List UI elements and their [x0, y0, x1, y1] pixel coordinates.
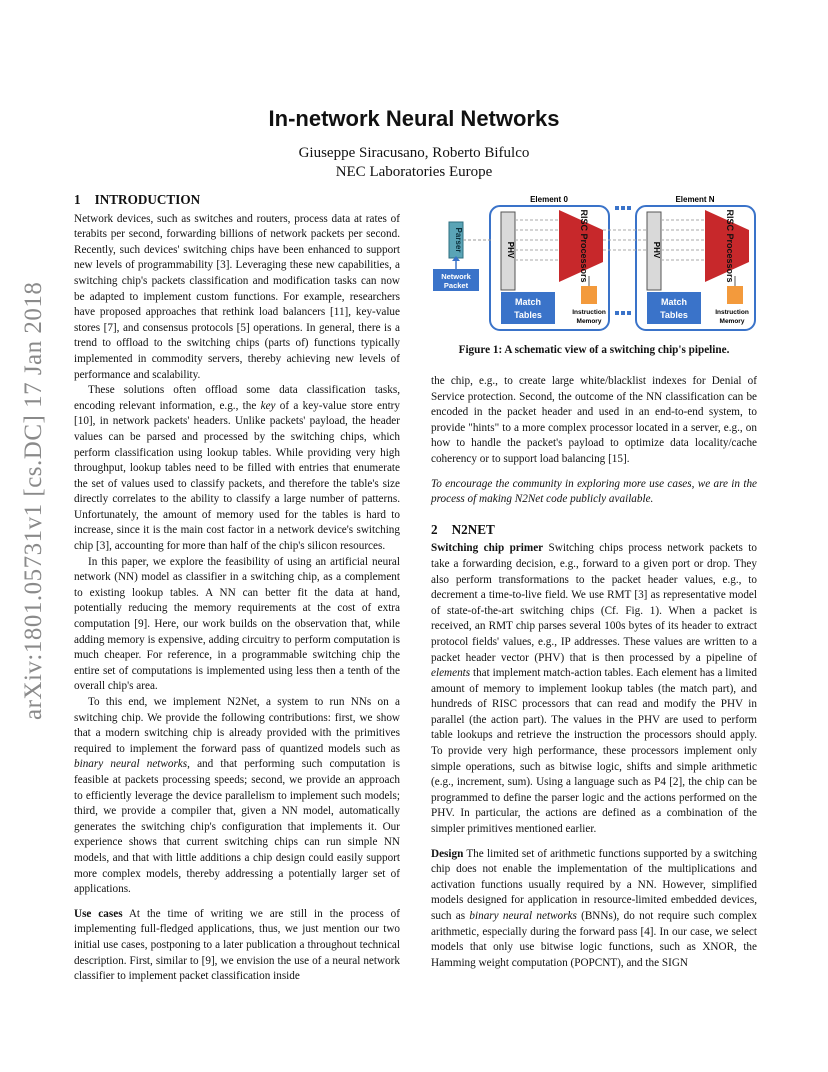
- match-label-na: Match: [660, 297, 688, 307]
- phv-label-n: PHV: [652, 241, 661, 259]
- section-heading-introduction: [74, 192, 400, 208]
- text-span: of a key-value store entry [10], in network packets' headers. Unlike packets' payload, the header values can be parsed and processed by the switching chips, which perform classification using lookup tables. While providing very high throughput, lookup tables need to be filled with entries that enumerate the set of values used to classify packets, and therefore the table's size directly correlates to the ability to classify a large number of patterns. Unfortunately, the amount of memory used for the tables is hard to increase, since it is the main cost factor in a network device's switching chip [3], accounting for more than half of the chip's silicon resources.: [74, 399, 400, 553]
- match-label-nb: Tables: [660, 310, 688, 320]
- arxiv-side-label: arXiv:1801.05731v1 [cs.DC] 17 Jan 2018: [20, 281, 47, 720]
- paper-title: In-network Neural Networks: [268, 106, 560, 131]
- paragraph-run-in-heading: Use cases: [74, 907, 123, 920]
- network-packet-label-1: Network: [441, 272, 471, 281]
- pipeline-figure: [431, 192, 757, 360]
- paragraph-run-in-heading: Switching chip primer: [431, 542, 544, 555]
- imem-label-0b: Memory: [576, 318, 602, 325]
- instruction-memory-0: [581, 286, 597, 304]
- parser-label: Parser: [454, 227, 463, 253]
- imem-label-na: Instruction: [715, 309, 749, 316]
- elementN-label: Element N: [675, 195, 715, 204]
- imem-label-0a: Instruction: [572, 309, 606, 316]
- use-cases-paragraph: [74, 907, 400, 985]
- section-number: 2: [431, 521, 438, 537]
- ellipsis-bottom: [615, 311, 631, 315]
- intro-paragraph-4: [74, 695, 400, 898]
- ellipsis-top: [615, 206, 631, 210]
- text-span: To this end, we implement N2Net, a system to run NNs on a switching chip. We provide the following contributions: first, we show that a modern switching chip is already provided with the primitives required to implement the forward pass of quantized models such as: [74, 696, 400, 755]
- phv-label-0: PHV: [506, 241, 515, 259]
- network-packet-label-2: Packet: [443, 281, 469, 290]
- text-span: The limited set of arithmetic functions supported by a switching chip does not enable the implementation of the multiplications and activation functions usually required by a NN. However, simplified models designed for application in resource-limited embedded devices, such as: [431, 847, 757, 922]
- section-number: 1: [74, 192, 81, 207]
- imem-label-nb: Memory: [719, 318, 745, 325]
- text-span: , and that performing such computation is feasible at packets processing speeds; second, we provide an approach to efficiently leverage the device parallelism to implement such models; third, we provide a compiler that, given a NN model, automatically generates the switching chip's configuration that implements it. Our experience shows that current switching chips can run simple NN models, and that with little additions a chip design could easily support more complex models, thereby addressing a potentially larger set of applications.: [74, 758, 400, 896]
- use-cases-continuation: the chip, e.g., to create large white/blacklist indexes for Denial of Service protection. Second, the outcome of the NN classification can be encoded in the packet header and used in an end-to-end system, to provide "hints" to a more complex processor located in a server, e.g., on how to handle the packet's payload to optimize data locality/cache coherency or to support load balancing [15].: [431, 375, 757, 465]
- paper-authors: Giuseppe Siracusano, Roberto Bifulco: [298, 145, 530, 161]
- text-span: Switching chips process network packets to take a forwarding decision, e.g., forward to a given port or drop. They also perform transformations to the packet header values, e.g., to decrement a time-to-live field. We use RMT [3] as representative model of state-of-the-art switching chips (Cf. Fig. 1). When a packet is received, an RMT chip parses several 100s bytes of its header to extract protocol fields' values, e.g., IP addresses. These values are written to a packet header vector (PHV) that is then processed by a pipeline of: [431, 542, 757, 664]
- match-label-0b: Tables: [514, 310, 542, 320]
- phv-risc-arrows-0: [515, 220, 559, 260]
- phv-risc-arrows-n: [661, 220, 705, 260]
- risc-label-n: RISC Processors: [725, 209, 735, 283]
- paragraph-run-in-heading: Design: [431, 847, 464, 860]
- italic-term: elements: [431, 667, 471, 680]
- instruction-memory-n: [727, 286, 743, 304]
- primer-paragraph: [431, 541, 757, 837]
- section-title: N2NET: [451, 521, 495, 537]
- figure-caption: Figure 1: A schematic view of a switching chip's pipeline.: [458, 344, 730, 356]
- section-title: INTRODUCTION: [94, 192, 201, 207]
- match-label-0a: Match: [514, 297, 542, 307]
- element0-label: Element 0: [530, 195, 568, 204]
- italic-term: binary neural networks: [469, 910, 577, 922]
- right-column: [431, 374, 757, 971]
- intro-paragraph-3: In this paper, we explore the feasibility of using an artificial neural network (NN) model as classifier in a switching chip, as a complement to existing lookup tables. A NN can better fit the data at hand, potentially reducing the memory requirements at the cost of extra computation [9]. Here, our work builds on the observation that, while adding memory is expensive, adding circuitry to perform computation is much cheaper. For reference, in a programmable switching chip the entire set of computations is implemented using less then a tenth of the overall chip's area.: [74, 555, 400, 693]
- italic-term: key: [260, 399, 276, 412]
- availability-note: To encourage the community in exploring more use cases, we are in the process of making N2Net code publicly available.: [431, 477, 757, 506]
- risc-label-0: RISC Processors: [579, 209, 589, 283]
- intro-paragraph-1: Network devices, such as switches and routers, process data at rates of terabits per second, forwarding billions of network packets per second. Recently, such devices' switching chips have been enhanced to support new levels of programmability [3]. Leveraging these new capabilities, a switching chip's packets classification and modification tasks can now be adapted to implement custom functions. For example, researchers have proposed approaches that rethink load balancers [11], key-value stores [7], and consensus protocols [5] operations. In general, there is a trend to offload to the switching chips (parts of) functions typically implemented in commodity servers, thereby achieving new levels of performance and scalability.: [74, 212, 400, 381]
- text-span: that implement match-action tables. Each element has a limited amount of memory to implement lookup tables (the match part), and hundreds of RISC processors that can read and modify the PHV in parallel (the action part). The values in the PHV are used to perform table lookups and retrieve the instruction the processors should apply. To provide very high performance, these processors implement only simple operations, such as bitwise logic, shifts and simple arithmetic (e.g., increment, sum). Using a language such as P4 [2], the chip can be programmed to define the parser logic and the actions performed on the PHV. In particular, the actions are defined as a combination of the simpler primitives mentioned earlier.: [431, 667, 757, 836]
- paper-affiliation: NEC Laboratories Europe: [335, 164, 493, 180]
- section-heading-n2net: [431, 522, 757, 538]
- italic-term: binary neural networks: [74, 758, 188, 771]
- text-span: At the time of writing we are still in the process of implementing full-fledged applications, thus, we just mention our two initial use cases, postponing to a later publication a throughout technical description. First, similar to [9], we envision the use of a neural network classifier to implement packet classification inside: [74, 907, 400, 983]
- text-span: (BNNs), do not require such complex arithmetic, especially during the forward pass [4]. In our case, we select models that only use bitwise logic functions, such as XNOR, the Hamming weight computation (POPCNT), and the SIGN: [431, 910, 757, 969]
- intro-paragraph-2: [74, 383, 400, 555]
- design-paragraph: [431, 847, 757, 972]
- text-span: These solutions often offload some data classification tasks, encoding relevant information, e.g., the: [74, 384, 400, 412]
- pipeline-diagram: [431, 192, 757, 342]
- left-column: [74, 192, 400, 985]
